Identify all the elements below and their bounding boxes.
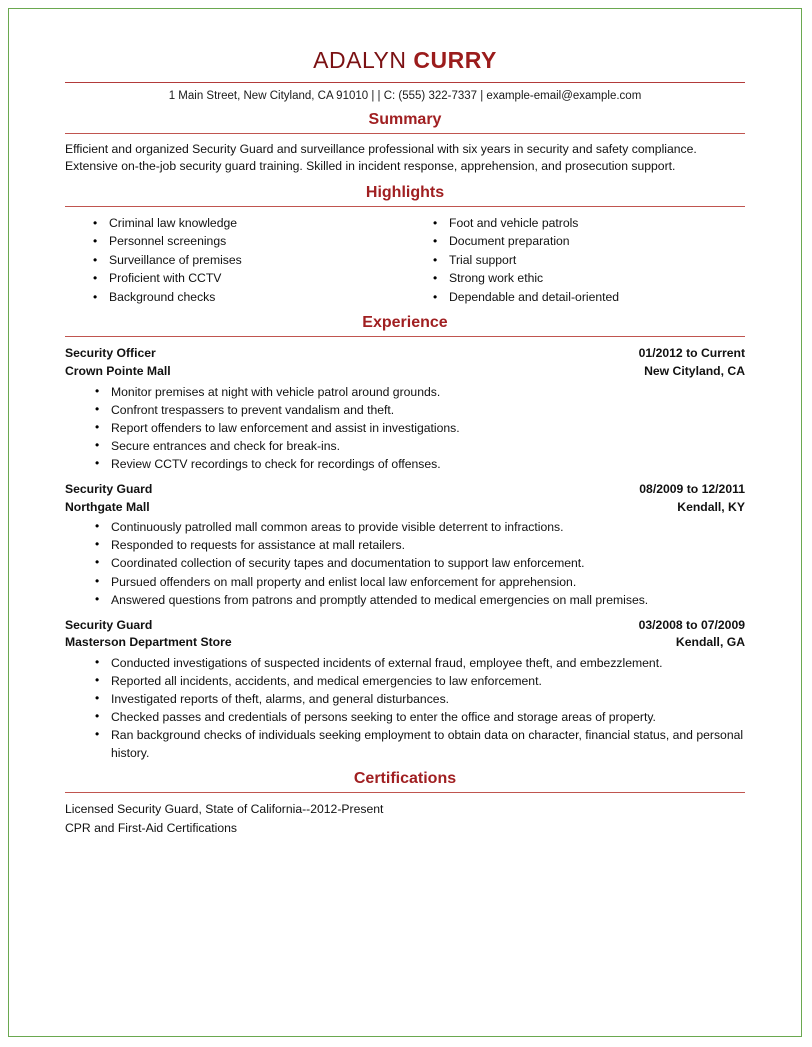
section-title-experience: Experience [362, 314, 448, 332]
list-item: • Surveillance of premises [109, 251, 405, 270]
job-company-row [65, 363, 745, 381]
list-item: • Review CCTV recordings to check for recordings of offenses. [111, 455, 745, 473]
experience-divider [65, 336, 745, 337]
experience-entry [65, 617, 745, 763]
list-item: • Continuously patrolled mall common areas to provide visible deterrent to infractions. [111, 518, 745, 536]
job-dates: 01/2012 to Current [638, 346, 745, 361]
list-item: • Answered questions from patrons and promptly attended to medical emergencies on mall premises. [111, 591, 745, 609]
first-name: ADALYN [313, 47, 407, 73]
list-item: • Coordinated collection of security tapes and documentation to support law enforcement. [111, 554, 745, 572]
list-item: • Reported all incidents, accidents, and medical emergencies to law enforcement. [111, 672, 745, 690]
list-item: • Dependable and detail-oriented [449, 288, 745, 307]
list-item: • Trial support [449, 251, 745, 270]
summary-divider [65, 133, 745, 134]
experience-entry [65, 345, 745, 473]
job-company: Northgate Mall [65, 499, 150, 514]
page-title [65, 47, 745, 74]
job-title-row [65, 481, 745, 499]
list-item: • Strong work ethic [449, 269, 745, 288]
list-item: • Confront trespassers to prevent vandalism and theft. [111, 401, 745, 419]
job-location: New Cityland, CA [644, 364, 745, 379]
job-company: Masterson Department Store [65, 635, 232, 650]
section-title-highlights: Highlights [365, 183, 445, 201]
job-title-row [65, 345, 745, 363]
job-company-row [65, 499, 745, 517]
list-item: • Checked passes and credentials of persons seeking to enter the office and storage areas of property. [111, 708, 745, 726]
job-dates: 03/2008 to 07/2009 [638, 617, 745, 632]
job-dates: 08/2009 to 12/2011 [639, 482, 745, 496]
certification-line: Licensed Security Guard, State of California--2012-Present [65, 802, 384, 817]
job-bullet-list [65, 383, 745, 473]
job-title: Security Guard [65, 482, 153, 496]
list-item: • Criminal law knowledge [109, 214, 405, 233]
contact-line: 1 Main Street, New Cityland, CA 91010 | | C: (555) 322-7337 | example-email@example.com [168, 90, 642, 102]
list-item: • Report offenders to law enforcement and assist in investigations. [111, 419, 745, 437]
list-item: • Foot and vehicle patrols [449, 214, 745, 233]
job-company: Crown Pointe Mall [65, 364, 171, 379]
list-item: • Pursued offenders on mall property and enlist local law enforcement for apprehension. [111, 573, 745, 591]
certifications-block [65, 800, 745, 837]
highlights-left-column [65, 214, 405, 307]
job-location: Kendall, KY [677, 499, 745, 514]
list-item: • Investigated reports of theft, alarms, and general disturbances. [111, 690, 745, 708]
list-item: • Personnel screenings [109, 232, 405, 251]
job-bullet-list [65, 654, 745, 762]
certifications-divider [65, 792, 745, 793]
job-location: Kendall, GA [675, 635, 745, 650]
list-item: • Secure entrances and check for break-ins. [111, 437, 745, 455]
highlights-columns [65, 214, 745, 307]
experience-entry [65, 481, 745, 609]
list-item: • Document preparation [449, 232, 745, 251]
job-title: Security Officer [65, 346, 156, 361]
highlights-divider [65, 206, 745, 207]
job-company-row [65, 634, 745, 652]
highlights-right-column [405, 214, 745, 307]
list-item: • Responded to requests for assistance at mall retailers. [111, 536, 745, 554]
certification-line: CPR and First-Aid Certifications [65, 820, 238, 835]
job-bullet-list [65, 518, 745, 608]
page-border [8, 8, 802, 1037]
summary-text: Efficient and organized Security Guard and surveillance professional with six years in security and safety compliance. Extensive on-the-job security guard training. Skilled in incident response, apprehension, and prosecution support. [65, 142, 697, 174]
section-title-summary: Summary [368, 111, 442, 128]
header-divider [65, 82, 745, 83]
list-item: • Conducted investigations of suspected incidents of external fraud, employee theft, and embezzlement. [111, 654, 745, 672]
list-item: • Monitor premises at night with vehicle patrol around grounds. [111, 383, 745, 401]
resume-sheet [21, 21, 789, 1024]
section-title-certifications: Certifications [353, 770, 457, 788]
list-item: • Background checks [109, 288, 405, 307]
highlights-left-list [65, 214, 405, 307]
list-item: • Ran background checks of individuals seeking employment to obtain data on character, financial status, and personal history. [111, 726, 745, 762]
list-item: • Proficient with CCTV [109, 269, 405, 288]
last-name: CURRY [413, 47, 497, 73]
job-title: Security Guard [65, 617, 153, 632]
job-title-row [65, 617, 745, 635]
highlights-right-list [405, 214, 745, 307]
